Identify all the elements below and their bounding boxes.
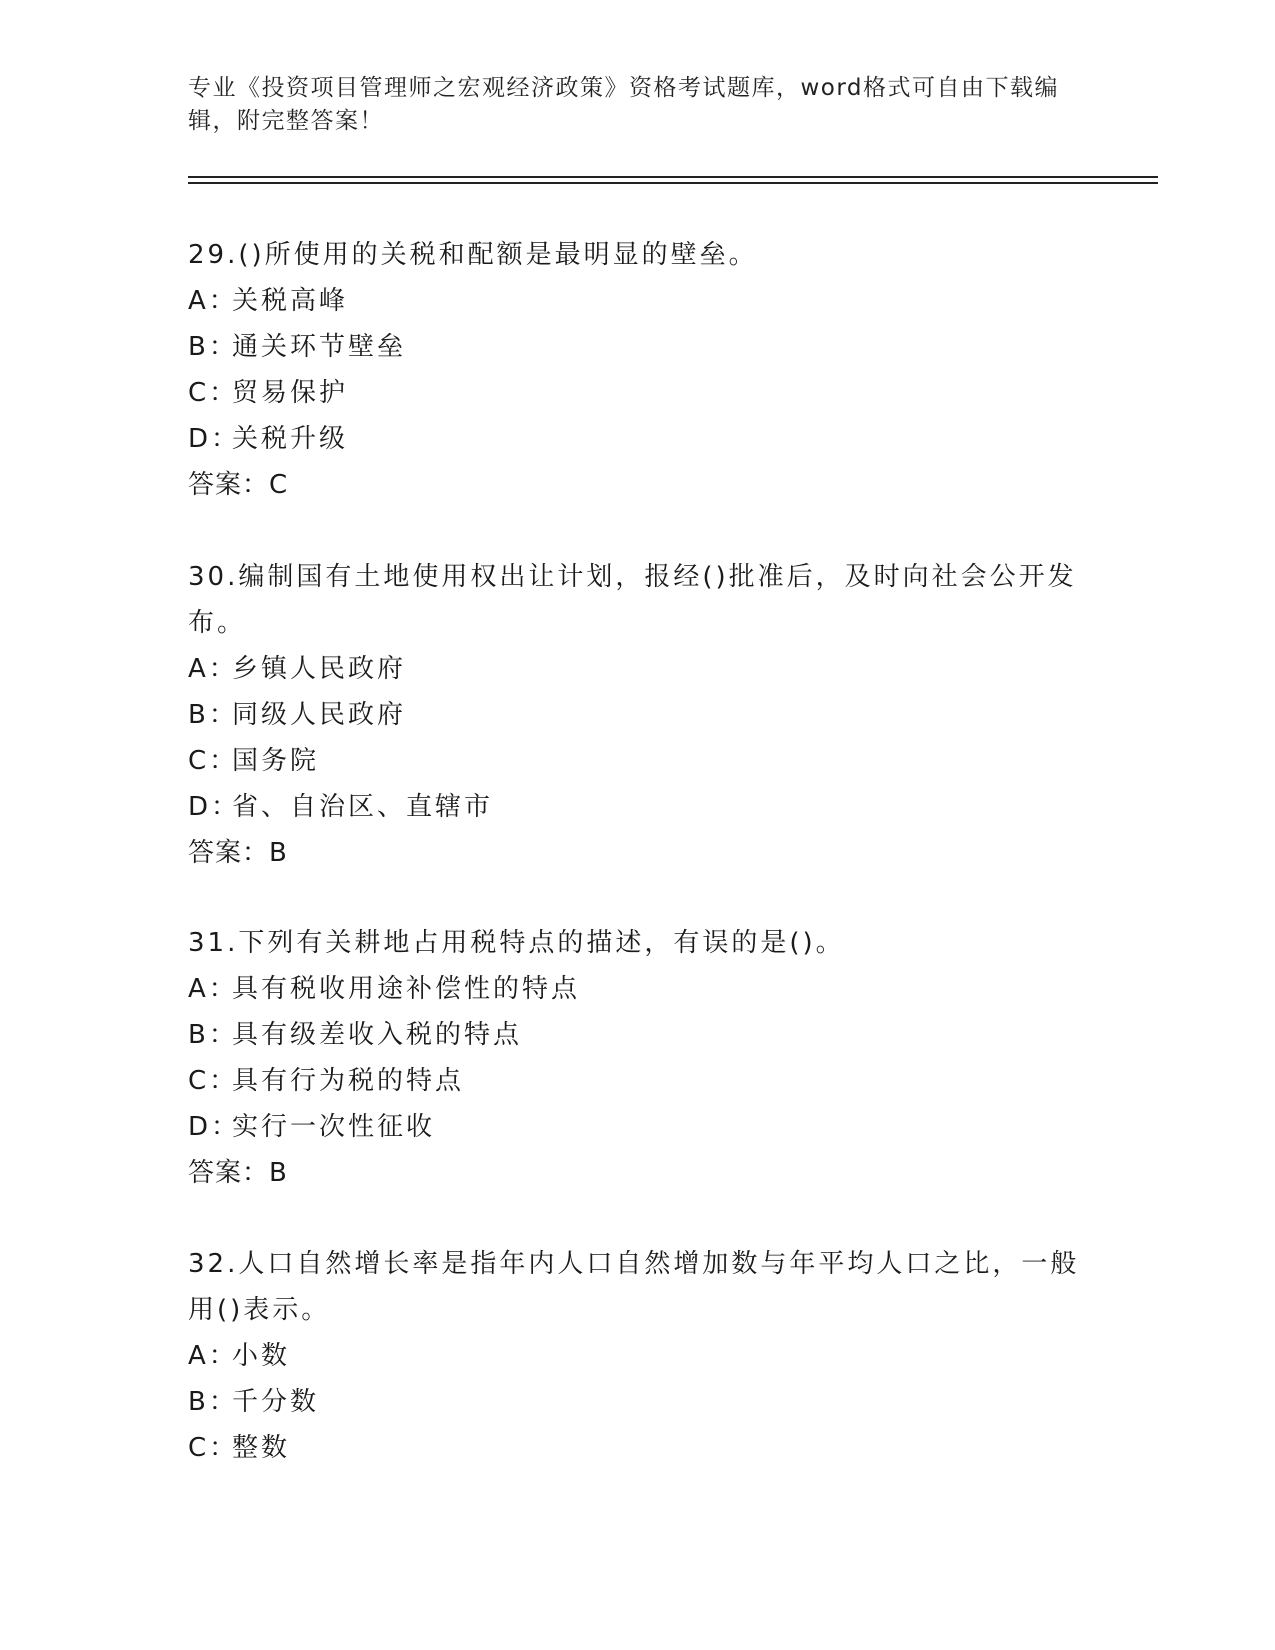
option-d <box>188 1104 1088 1150</box>
header-divider-top <box>188 176 1158 178</box>
option-text: 具有级差收入税的特点 <box>232 1020 523 1050</box>
option-c <box>188 370 1088 416</box>
option-text: 省、自治区、直辖市 <box>232 792 494 822</box>
question-29 <box>188 232 1088 508</box>
option-b <box>188 692 1088 738</box>
option-letter: B： <box>188 700 238 730</box>
question-31 <box>188 920 1088 1196</box>
option-letter: D： <box>188 424 241 454</box>
option-letter: D： <box>188 1112 241 1142</box>
option-c <box>188 1425 1088 1471</box>
option-b <box>188 1012 1088 1058</box>
option-letter: B： <box>188 1387 238 1417</box>
option-letter: A： <box>188 286 238 316</box>
option-text: 同级人民政府 <box>232 700 407 730</box>
option-letter: A： <box>188 974 238 1004</box>
header-divider-bottom <box>188 182 1158 184</box>
option-text: 国务院 <box>232 746 320 776</box>
option-d <box>188 784 1088 830</box>
option-letter: C： <box>188 1066 239 1096</box>
question-stem: 30.编制国有土地使用权出让计划，报经()批准后，及时向社会公开发布。 <box>188 562 1077 638</box>
option-text: 小数 <box>232 1341 291 1371</box>
option-letter: A： <box>188 654 238 684</box>
question-stem: 32.人口自然增长率是指年内人口自然增加数与年平均人口之比，一般用()表示。 <box>188 1249 1080 1325</box>
option-text: 乡镇人民政府 <box>232 654 407 684</box>
option-text: 具有行为税的特点 <box>232 1066 465 1096</box>
option-c <box>188 1058 1088 1104</box>
option-a <box>188 1333 1088 1379</box>
answer-line: 答案：B <box>188 838 288 868</box>
option-text: 通关环节壁垒 <box>232 332 407 362</box>
option-text: 实行一次性征收 <box>232 1112 436 1142</box>
option-letter: B： <box>188 1020 238 1050</box>
option-letter: C： <box>188 1433 239 1463</box>
question-stem: 31.下列有关耕地占用税特点的描述，有误的是()。 <box>188 928 845 958</box>
option-b <box>188 324 1088 370</box>
option-c <box>188 738 1088 784</box>
option-text: 关税升级 <box>232 424 349 454</box>
option-d <box>188 416 1088 462</box>
option-a <box>188 646 1088 692</box>
option-text: 千分数 <box>232 1387 320 1417</box>
question-30 <box>188 554 1088 876</box>
option-letter: C： <box>188 378 239 408</box>
option-letter: D： <box>188 792 241 822</box>
option-b <box>188 1379 1088 1425</box>
option-text: 关税高峰 <box>232 286 349 316</box>
option-letter: C： <box>188 746 239 776</box>
answer-line: 答案：C <box>188 470 289 500</box>
option-text: 贸易保护 <box>232 378 349 408</box>
header-text: 专业《投资项目管理师之宏观经济政策》资格考试题库，word格式可自由下载编辑，附完整答案！ <box>188 75 1060 134</box>
option-text: 整数 <box>232 1433 291 1463</box>
option-letter: A： <box>188 1341 238 1371</box>
question-32 <box>188 1241 1088 1471</box>
question-stem: 29.()所使用的关税和配额是最明显的壁垒。 <box>188 240 758 270</box>
option-a <box>188 966 1088 1012</box>
option-text: 具有税收用途补偿性的特点 <box>232 974 581 1004</box>
answer-line: 答案：B <box>188 1158 288 1188</box>
option-a <box>188 278 1088 324</box>
option-letter: B： <box>188 332 238 362</box>
document-header <box>188 72 1088 138</box>
